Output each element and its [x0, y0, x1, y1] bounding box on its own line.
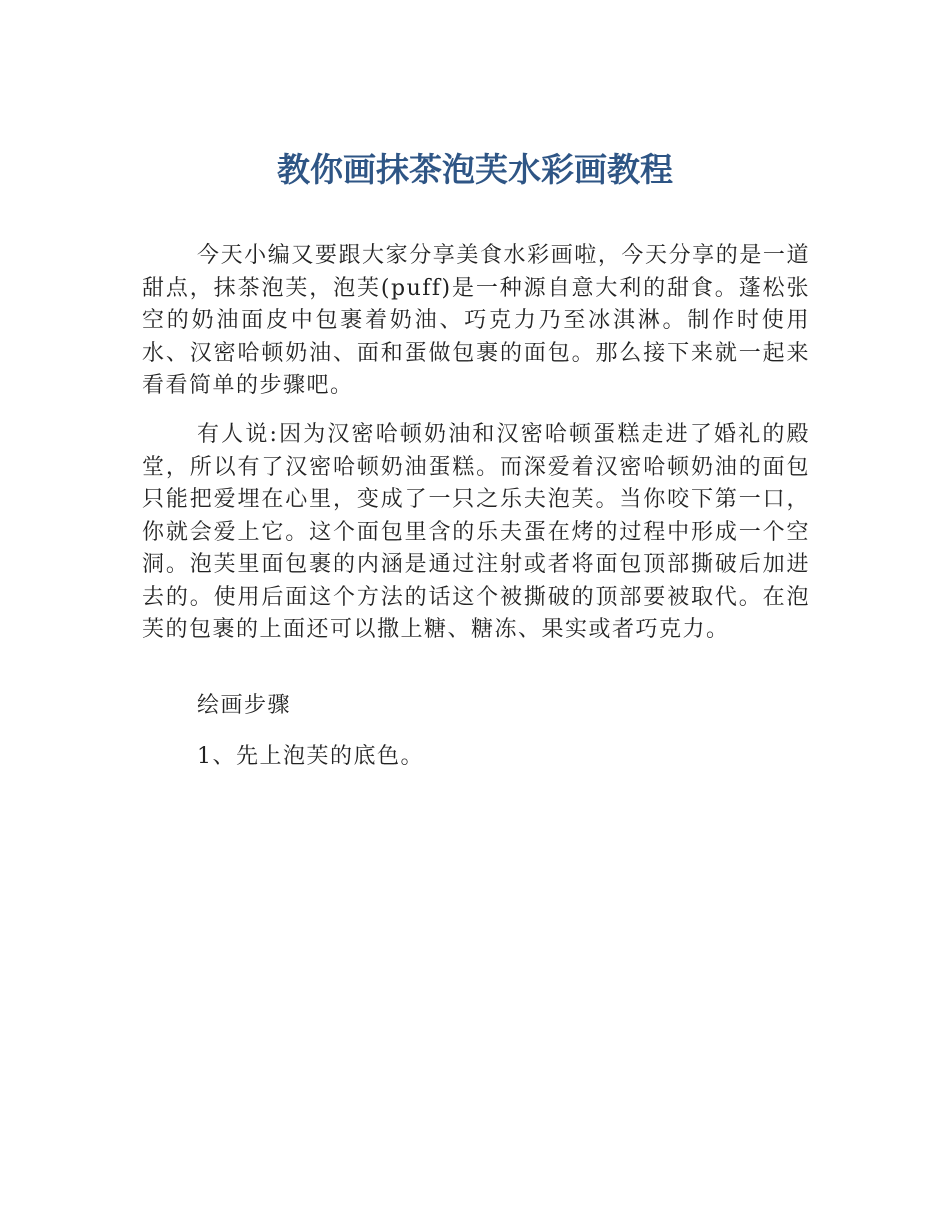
story-paragraph: 有人说:因为汉密哈顿奶油和汉密哈顿蛋糕走进了婚礼的殿堂，所以有了汉密哈顿奶油蛋糕。而深爱着汉密哈顿奶油的面包只能把爱埋在心里，变成了一只之乐夫泡芙。当你咬下第一口，你就会爱上它。这个面包里含的乐夫蛋在烤的过程中形成一个空洞。泡芙里面包裹的内涵是通过注射或者将面包顶部撕破后加进去的。使用后面这个方法的话这个被撕破的顶部要被取代。在泡芙的包裹的上面还可以撒上糖、糖冻、果实或者巧克力。 [142, 422, 810, 642]
steps-heading: 绘画步骤 [197, 693, 292, 718]
intro-paragraph: 今天小编又要跟大家分享美食水彩画啦，今天分享的是一道甜点，抹茶泡芙，泡芙(puff)是一种源自意大利的甜食。蓬松张空的奶油面皮中包裹着奶油、巧克力乃至冰淇淋。制作时使用水、汉密哈顿奶油、面和蛋做包裹的面包。那么接下来就一起来看看简单的步骤吧。 [142, 243, 810, 398]
step-1-paragraph: 1、先上泡芙的底色。 [197, 744, 424, 769]
document-title: 教你画抹茶泡芙水彩画教程 [277, 150, 673, 189]
